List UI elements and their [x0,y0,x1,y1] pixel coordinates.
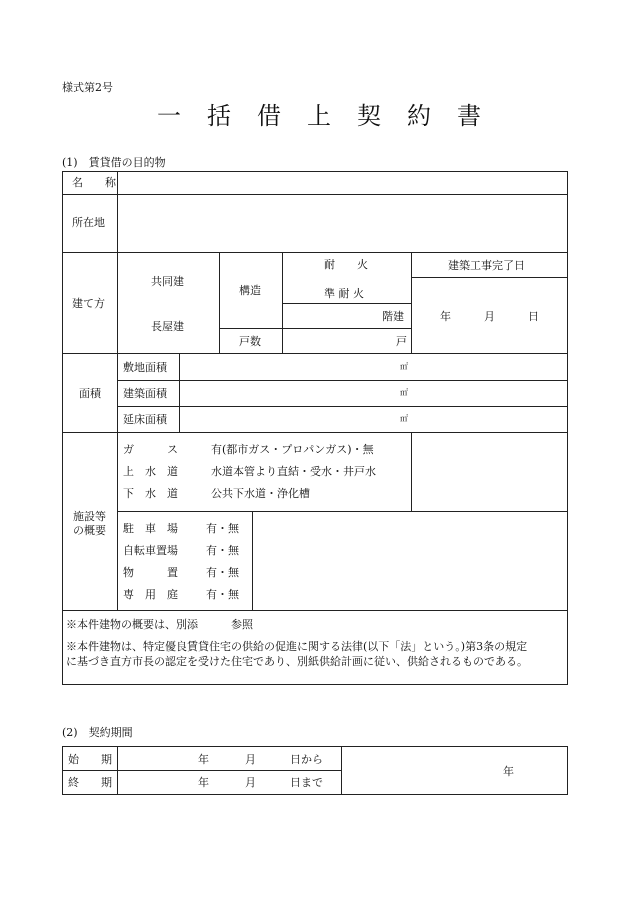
parking-label: 駐 車 場 [123,522,178,535]
end-year: 年 [198,776,209,789]
form-number: 様式第2号 [62,81,113,94]
bicycle-label: 自転車置場 [123,544,178,557]
fire-resistant: 耐 火 [324,258,368,271]
end-label: 終 期 [68,776,112,789]
end-month: 月 [245,776,256,789]
building-area-unit: ㎡ [400,388,408,397]
units-label: 戸数 [239,335,261,348]
name-label: 名 称 [72,176,116,189]
storage-label: 物 置 [123,566,178,579]
water-label: 上 水 道 [123,465,178,478]
gas-value: 有(都市ガス・プロパンガス)・無 [211,443,374,456]
storage-value: 有・無 [206,566,239,579]
facility-label-2: の概要 [73,524,106,537]
sewer-label: 下 水 道 [123,487,178,500]
completion-date: 年 月 日 [440,310,539,323]
gas-label: ガ ス [123,443,178,456]
parking-value: 有・無 [206,522,239,535]
note-law-line2: に基づき直方市長の認定を受けた住宅であり、別紙供給計画に従い、供給されるものである。 [66,655,528,668]
start-year: 年 [198,753,209,766]
garden-label: 専 用 庭 [123,588,178,601]
section1-heading: (1) 賃貸借の目的物 [62,156,166,169]
location-label: 所在地 [72,216,105,229]
page-title: 一括借上契約書 [157,102,507,130]
floors-unit: 階建 [382,310,404,323]
floor-area-label: 延床面積 [123,413,167,426]
sewer-value: 公共下水道・浄化槽 [211,487,310,500]
area-label: 面積 [79,387,101,400]
start-day-from: 日から [290,753,323,766]
note-attachment: ※本件建物の概要は、別添 参照 [66,618,253,631]
section2-heading: (2) 契約期間 [62,726,133,739]
semi-fire-resistant: 準 耐 火 [324,287,364,300]
completion-label: 建築工事完了日 [448,259,525,272]
nagaya-label: 長屋建 [151,320,184,333]
end-day-until: 日まで [290,776,323,789]
units-unit: 戸 [396,335,407,348]
start-label: 始 期 [68,753,112,766]
bicycle-value: 有・無 [206,544,239,557]
building-type-label: 建て方 [72,297,105,310]
building-area-label: 建築面積 [123,387,167,400]
site-area-unit: ㎡ [400,362,408,371]
garden-value: 有・無 [206,588,239,601]
kyodo-label: 共同建 [151,275,184,288]
start-month: 月 [245,753,256,766]
site-area-label: 敷地面積 [123,361,167,374]
structure-label: 構造 [239,284,261,297]
floor-area-unit: ㎡ [400,414,408,423]
contract-years: 年 [503,765,514,778]
facility-label-1: 施設等 [73,510,106,523]
water-value: 水道本管より直結・受水・井戸水 [211,465,376,478]
note-law-line1: ※本件建物は、特定優良賃貸住宅の供給の促進に関する法律(以下「法」という。)第3条の規定 [66,640,528,653]
